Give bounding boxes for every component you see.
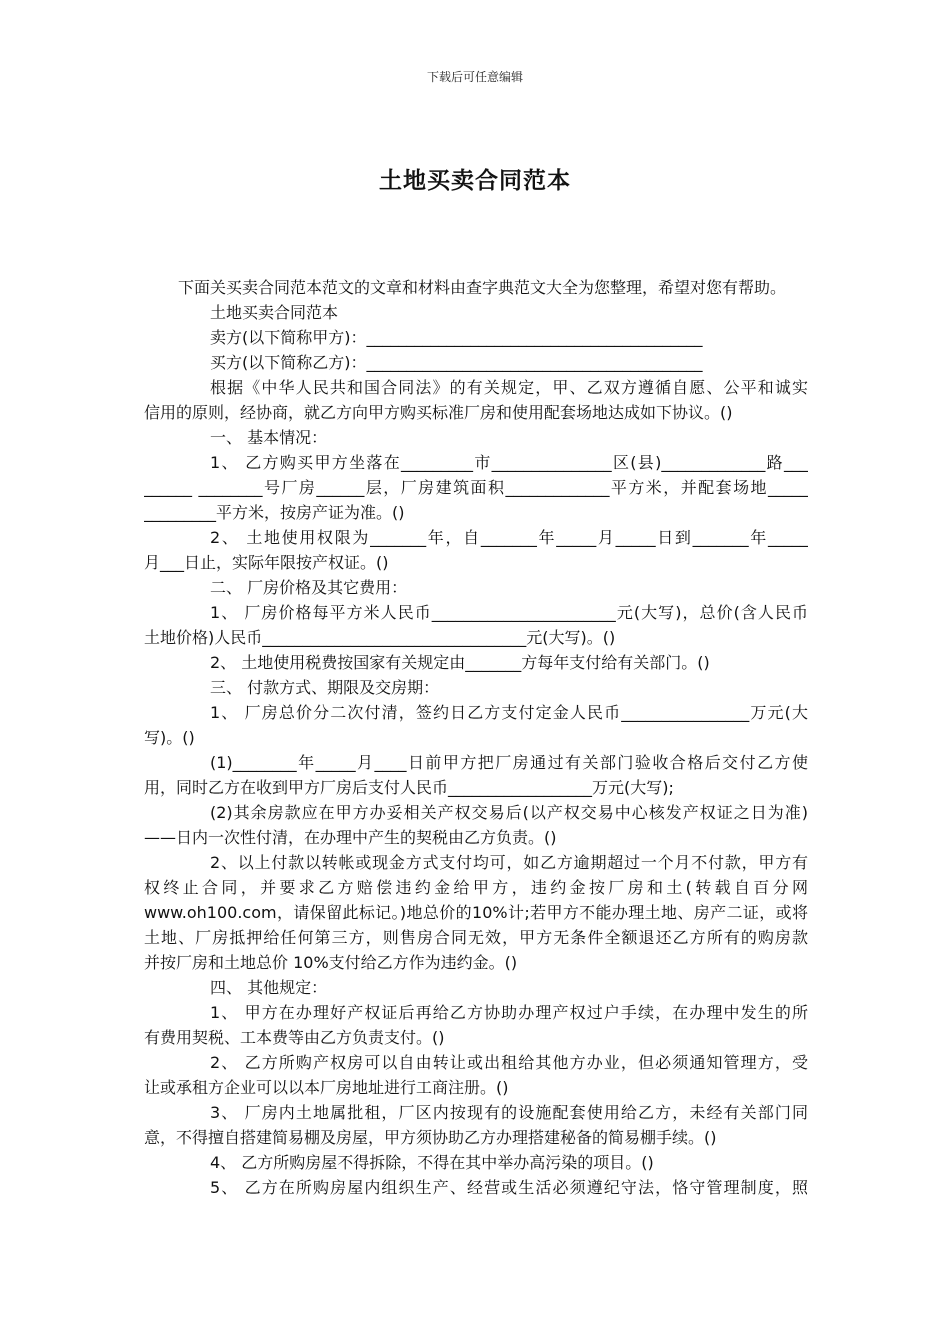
contract-line: 1、 厂房总价分二次付清，签约日乙方支付定金人民币________________万元(大 [210,703,808,722]
page-header-note: 下载后可任意编辑 [426,70,523,84]
contract-body [144,275,808,1200]
contract-line: 根据《中华人民共和国合同法》的有关规定，甲、乙双方遵循自愿、公平和诚实 [210,378,808,397]
contract-line: 4、 乙方所购房屋不得拆除，不得在其中举办高污染的项目。() [210,1153,654,1172]
contract-line: 2、 土地使用税费按国家有关规定由_______方每年支付给有关部门。() [210,653,710,672]
contract-line: 一、 基本情况： [210,428,328,447]
contract-line: 让或承租方企业可以以本厂房地址进行工商注册。() [144,1078,509,1097]
contract-line: 信用的原则，经协商，就乙方向甲方购买标准厂房和使用配套场地达成如下协议。() [144,403,733,422]
contract-line: 1、 厂房价格每平方米人民币_______________________元(大写)，总价(含人民币 [210,603,808,622]
contract-line: 土地价格)人民币_________________________________元(大写)。() [144,628,616,647]
contract-line: 写)。() [144,728,195,747]
contract-line: 意，不得擅自搭建简易棚及房屋，甲方须协助乙方办理搭建秘备的简易棚手续。() [144,1128,717,1147]
contract-line: 1、 甲方在办理好产权证后再给乙方协助办理产权过户手续，在办理中发生的所 [210,1003,808,1022]
contract-line: 5、 乙方在所购房屋内组织生产、经营或生活必须遵纪守法，恪守管理制度，照 [210,1178,808,1197]
contract-line: 2、 乙方所购产权房可以自由转让或出租给其他方办业，但必须通知管理方，受 [210,1053,808,1072]
contract-line: 月___日止，实际年限按产权证。() [144,553,389,572]
contract-line: 土地买卖合同范本 [210,303,339,322]
contract-line: 四、 其他规定： [210,978,328,997]
contract-line: 2、 土地使用权限为_______年，自_______年_____月_____日到_______年_____ [210,528,808,547]
contract-line: 1、 乙方购买甲方坐落在_________市_______________区(县)_____________路___ [210,453,808,472]
contract-line: 有费用契税、工本费等由乙方负责支付。() [144,1028,445,1047]
contract-line: 卖方(以下简称甲方)：__________________________________________ [210,328,703,347]
contract-line: _________平方米，按房产证为准。() [144,503,405,522]
contract-line: 土地、厂房抵押给任何第三方，则售房合同无效，甲方无条件全额退还乙方所有的购房款 [144,928,808,947]
contract-line: 三、 付款方式、期限及交房期： [210,678,440,697]
contract-line: 权终止合同，并要求乙方赔偿违约金给甲方，违约金按厂房和土(转载自百分网 [144,878,808,897]
contract-line: 3、 厂房内土地属批租，厂区内按现有的设施配套使用给乙方，未经有关部门同 [210,1103,808,1122]
contract-line: (1)________年_____月____日前甲方把厂房通过有关部门验收合格后交付乙方使 [210,753,808,772]
contract-line: 二、 厂房价格及其它费用： [210,578,408,597]
contract-line: ——日内一次性付清，在办理中产生的契税由乙方负责。() [144,828,557,847]
contract-line: 买方(以下简称乙方)：__________________________________________ [210,353,703,372]
contract-line: 用，同时乙方在收到甲方厂房后支付人民币__________________万元(大写); [144,778,674,797]
contract-line: 并按厂房和土地总价 10%支付给乙方作为违约金。() [144,953,518,972]
contract-line: 2、以上付款以转帐或现金方式支付均可，如乙方逾期超过一个月不付款，甲方有 [210,853,808,872]
document-title: 土地买卖合同范本 [379,168,571,194]
contract-line: 下面关买卖合同范本范文的文章和材料由查字典范文大全为您整理，希望对您有帮助。 [178,278,787,297]
contract-line: (2)其余房款应在甲方办妥相关产权交易后(以产权交易中心核发产权证之日为准) [210,803,808,822]
contract-line: www.oh100.com，请保留此标记。)地总价的10%计;若甲方不能办理土地、房产二证，或将 [144,903,808,922]
contract-line: ______ ________号厂房______层，厂房建筑面积_____________平方米，并配套场地_____ [144,478,808,497]
